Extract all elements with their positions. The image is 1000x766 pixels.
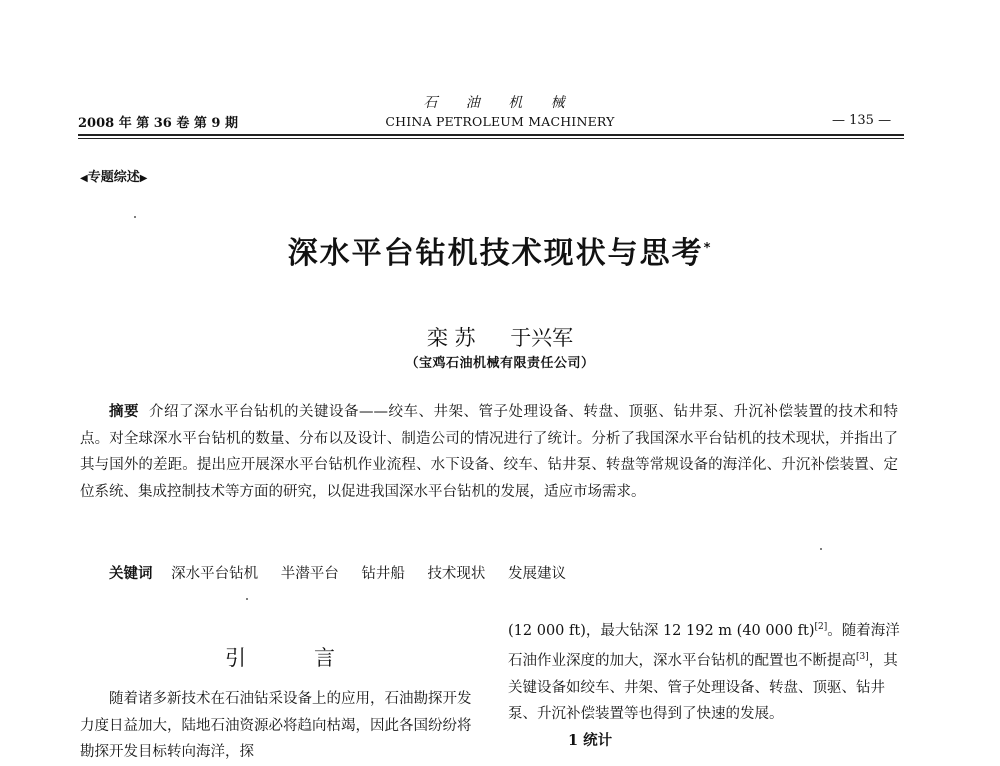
section-tag [80, 166, 147, 185]
affiliation: （宝鸡石油机械有限责任公司） [405, 356, 595, 371]
text-run: ，其关键设备如绞车、井架、管子处理设备、转盘、顶驱、钻井泵、升沉补偿装置等也得到了快速的发展。 [508, 653, 898, 723]
keyword-item: 发展建议 [508, 566, 567, 582]
keywords [80, 562, 898, 583]
author-name: 于兴军 [510, 326, 574, 350]
abstract [80, 399, 898, 505]
scan-speck [134, 216, 136, 218]
keywords-label: 关键词 [109, 565, 153, 582]
text-run: 。随着海洋石油作业深度的加大，深水平台钻机的配置也不断提高 [508, 622, 900, 670]
intro-heading [80, 642, 480, 672]
scan-speck [246, 598, 248, 600]
citation-ref: [3] [856, 652, 869, 663]
triangle-left-icon: ◀ [80, 173, 88, 184]
page-number: — 135 — [832, 113, 892, 128]
title-footnote-mark: * [703, 241, 713, 256]
triangle-right-icon: ▶ [139, 173, 148, 184]
journal-name-english: CHINA PETROLEUM MACHINERY [385, 114, 615, 129]
scan-speck [820, 548, 822, 550]
intro-paragraph: 随着诸多新技术在石油钻采设备上的应用，石油勘探开发力度日益加大，陆地石油资源必将趋向枯竭，因此各国纷纷将勘探开发目标转向海洋，探 [80, 691, 472, 760]
section-tag-label: 专题综述 [87, 170, 140, 185]
continued-paragraph [508, 614, 904, 728]
abstract-text: 介绍了深水平台钻机的关键设备——绞车、井架、管子处理设备、转盘、顶驱、钻井泵、升沉补偿装置的技术和特点。对全球深水平台钻机的数量、分布以及设计、制造公司的情况进行了统计。分析了我国深水平台钻机的技术现状，并指出了其与国外的差距。提出应开展深水平台钻机作业流程、水下设备、绞车、钻井泵、转盘等常规设备的海洋化、升沉补偿装置、定位系统、集成控制技术等方面的研究，以促进我国深水平台钻机的发展，适应市场需求。 [80, 404, 898, 500]
author-name: 栾 苏 [426, 326, 476, 350]
article-title-text: 深水平台钻机技术现状与思考 [287, 236, 704, 271]
journal-name-chinese: 石 油 机 械 [423, 95, 577, 111]
article-title [0, 228, 1000, 272]
abstract-label: 摘要 [109, 403, 139, 420]
keyword-item: 钻井船 [361, 566, 405, 582]
keyword-item: 技术现状 [427, 566, 486, 582]
left-column-text [80, 686, 480, 766]
author-list [0, 322, 1000, 352]
right-column-text [508, 614, 904, 754]
header-rule-thick [78, 134, 904, 136]
issue-info: 2008 年 第 36 卷 第 9 期 [78, 116, 238, 131]
text-run: (12 000 ft)，最大钻深 12 192 m (40 000 ft) [508, 622, 815, 639]
header-rule-thin [78, 138, 904, 139]
intro-heading-char: 言 [314, 646, 335, 670]
keyword-item: 深水平台钻机 [171, 566, 259, 582]
citation-ref: [2] [814, 622, 828, 632]
keyword-item: 半潜平台 [280, 566, 339, 582]
intro-heading-char: 引 [225, 646, 246, 670]
next-section-heading: 1 统计 [568, 731, 613, 749]
